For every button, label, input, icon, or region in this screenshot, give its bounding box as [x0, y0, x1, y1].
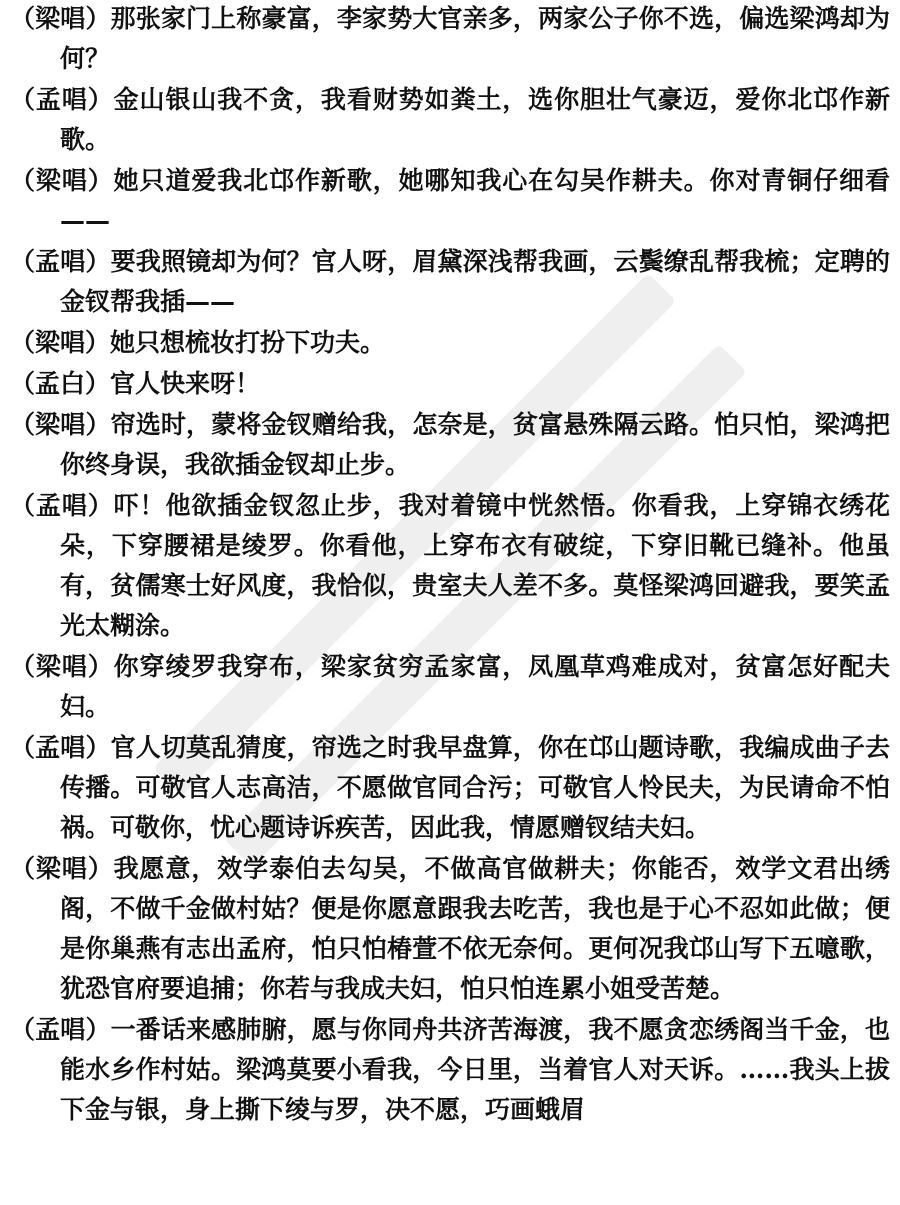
script-line — [10, 647, 890, 727]
line-text: 金山银山我不贪，我看财势如粪土，选你胆壮气豪迈，爱你北邙作新歌。 — [60, 85, 890, 154]
role-label: （孟唱） — [10, 85, 114, 114]
role-label: （孟唱） — [10, 247, 111, 276]
script-line — [10, 323, 890, 363]
line-text: 你穿绫罗我穿布，梁家贫穷孟家富，凤凰草鸡难成对，贫富怎好配夫妇。 — [60, 652, 890, 721]
role-label: （梁唱） — [10, 166, 114, 195]
role-label: （梁唱） — [10, 410, 111, 439]
script-lines — [10, 0, 890, 1131]
role-label: （孟唱） — [10, 733, 111, 762]
line-text: 那张家门上称豪富，李家势大官亲多，两家公子你不选，偏选梁鸿却为何？ — [60, 4, 890, 73]
role-label: （梁唱） — [10, 854, 114, 883]
script-line — [10, 1010, 890, 1130]
line-text: 官人快来呀！ — [110, 369, 261, 398]
line-text: 吓！他欲插金钗忽止步，我对着镜中恍然悟。你看我，上穿锦衣绣花朵，下穿腰裙是绫罗。你看他，上穿布衣有破绽，下穿旧靴已缝补。他虽有，贫儒寒士好风度，我恰似，贵室夫人差不多。莫怪梁鸿回避我，要笑孟光太糊涂。 — [60, 491, 890, 640]
role-label: （梁唱） — [10, 4, 111, 33]
script-line — [10, 242, 890, 322]
line-text: 一番话来感肺腑，愿与你同舟共济苦海渡，我不愿贪恋绣阁当千金，也能水乡作村姑。梁鸿莫要小看我，今日里，当着官人对天诉。……我头上拔下金与银，身上撕下绫与罗，决不愿，巧画蛾眉 — [60, 1015, 890, 1124]
line-text: 官人切莫乱猜度，帘选之时我早盘算，你在邙山题诗歌，我编成曲子去传播。可敬官人志高洁，不愿做官同合污；可敬官人怜民夫，为民请命不怕祸。可敬你，忧心题诗诉疾苦，因此我，情愿赠钗结夫妇。 — [60, 733, 890, 842]
script-line — [10, 161, 890, 241]
script-line — [10, 405, 890, 485]
script-line — [10, 80, 890, 160]
role-label: （梁唱） — [10, 652, 114, 681]
script-line — [10, 728, 890, 848]
script-line — [10, 849, 890, 1009]
script-line — [10, 486, 890, 646]
script-line — [10, 0, 890, 79]
line-text: 帘选时，蒙将金钗赠给我，怎奈是，贫富悬殊隔云路。怕只怕，梁鸿把你终身误，我欲插金钗却止步。 — [60, 410, 890, 479]
line-text: 我愿意，效学泰伯去勾吴，不做高官做耕夫；你能否，效学文君出绣阁，不做千金做村姑？便是你愿意跟我去吃苦，我也是于心不忍如此做；便是你巢燕有志出孟府，怕只怕椿萱不依无奈何。更何况我邙山写下五噫歌，犹恐官府要追捕；你若与我成夫妇，怕只怕连累小姐受苦楚。 — [60, 854, 890, 1003]
line-text: 她只想梳妆打扮下功夫。 — [110, 328, 386, 357]
role-label: （孟唱） — [10, 491, 114, 520]
role-label: （梁唱） — [10, 328, 111, 357]
line-text: 她只道爱我北邙作新歌，她哪知我心在勾吴作耕夫。你对青铜仔细看—— — [60, 166, 890, 235]
role-label: （孟唱） — [10, 1015, 111, 1044]
script-line — [10, 364, 890, 404]
role-label: （孟白） — [10, 369, 111, 398]
line-text: 要我照镜却为何？官人呀，眉黛深浅帮我画，云鬓缭乱帮我梳；定聘的金钗帮我插—— — [60, 247, 890, 316]
